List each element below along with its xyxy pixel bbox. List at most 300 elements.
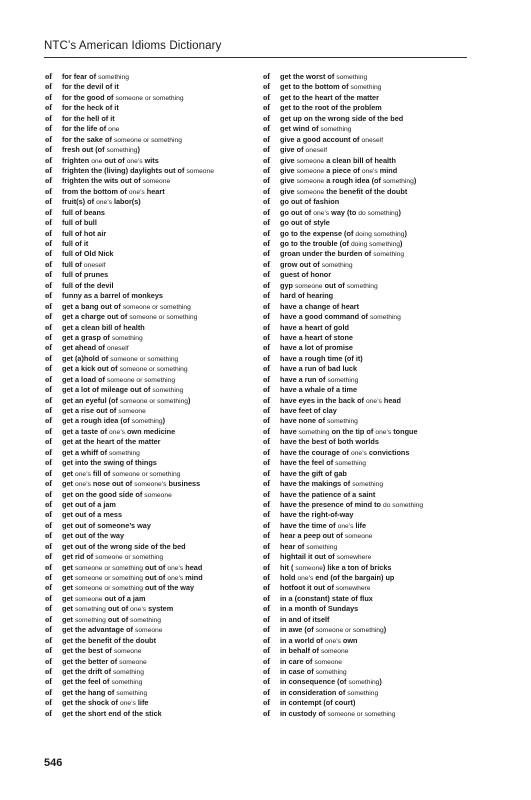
placeholder-text: something <box>98 74 129 81</box>
placeholder-text: someone <box>74 595 103 603</box>
idiom-text: get a bang out of <box>62 301 121 311</box>
placeholder-text: something <box>131 418 163 426</box>
idiom-text: for the devil of it <box>62 82 119 92</box>
placeholder-text: someone or something <box>119 366 188 374</box>
placeholder-text: one’s <box>128 188 145 196</box>
placeholder-text: somewhere <box>336 554 372 562</box>
idiom-text: ) <box>413 176 417 186</box>
keyword: of <box>45 206 53 217</box>
index-entry <box>263 81 475 91</box>
keyword: of <box>45 488 53 499</box>
idiom-text: give <box>280 165 295 175</box>
keyword: of <box>263 144 271 155</box>
keyword: of <box>45 269 53 280</box>
idiom-text: in contempt (of court) <box>280 698 356 708</box>
idiom-text: life <box>355 520 367 530</box>
keyword: of <box>45 300 53 311</box>
idiom-text: give <box>280 155 295 165</box>
keyword: of <box>263 373 271 384</box>
placeholder-text: someone or something <box>115 94 184 102</box>
idiom-text: get a whiff of <box>62 447 107 457</box>
idiom-text: give <box>280 176 295 186</box>
index-entry <box>263 363 475 373</box>
idiom-text: out of the way <box>145 583 195 593</box>
keyword: of <box>45 144 53 155</box>
index-entry <box>263 541 475 551</box>
placeholder-text: someone or something <box>74 585 144 593</box>
placeholder-text: something <box>315 668 347 676</box>
keyword: of <box>45 467 53 478</box>
placeholder-text: something <box>373 251 405 259</box>
index-entry <box>45 342 257 352</box>
index-entry <box>45 593 257 603</box>
idiom-text: wits <box>144 155 159 165</box>
idiom-text: ) <box>383 625 387 635</box>
idiom-text: have the patience of a saint <box>280 489 376 499</box>
index-entry <box>45 259 257 269</box>
idiom-text: way (to <box>331 207 357 217</box>
keyword: of <box>263 686 271 697</box>
idiom-text: end (of the bargain) up <box>315 573 395 582</box>
idiom-text: in case of <box>280 666 314 676</box>
keyword: of <box>263 352 271 363</box>
placeholder-text: somewhere <box>335 585 371 593</box>
index-entry <box>45 113 257 123</box>
idiom-text: guest of honor <box>280 270 332 280</box>
keyword: of <box>263 133 271 144</box>
index-entry <box>263 447 475 457</box>
keyword: of <box>45 707 53 718</box>
index-entry <box>45 332 257 342</box>
index-entry <box>263 332 475 342</box>
index-entry <box>45 635 257 645</box>
placeholder-text: something <box>346 282 378 290</box>
index-entry <box>45 353 257 363</box>
index-entry <box>45 280 257 290</box>
keyword: of <box>45 384 53 395</box>
index-entry <box>263 165 475 175</box>
keyword: of <box>263 71 271 81</box>
placeholder-text: one’s <box>126 157 143 165</box>
keyword: of <box>263 561 271 572</box>
placeholder-text: one’s <box>130 606 147 614</box>
placeholder-text: one’s <box>109 428 125 436</box>
placeholder-text: someone or something <box>119 397 189 405</box>
idiom-text: for the life of <box>62 124 107 134</box>
index-entry <box>45 426 257 436</box>
index-entry <box>45 207 257 217</box>
index-entry <box>263 395 475 405</box>
idiom-text: get into the swing of things <box>62 458 157 468</box>
idiom-text: get the better of <box>62 656 118 666</box>
idiom-text: business <box>168 479 201 489</box>
index-entry <box>263 280 475 290</box>
keyword: of <box>45 227 53 238</box>
keyword: of <box>263 290 271 301</box>
idiom-text: out of <box>104 155 125 165</box>
idiom-text: funny as a barrel of monkeys <box>62 291 163 301</box>
idiom-text: have the presence of mind to <box>280 499 381 509</box>
index-entry <box>45 676 257 686</box>
keyword: of <box>263 363 271 374</box>
index-entry <box>263 322 475 332</box>
placeholder-text: someone <box>142 178 171 186</box>
keyword: of <box>263 519 271 530</box>
idiom-text: get a lot of mileage out of <box>62 385 151 395</box>
idiom-text: get wind of <box>280 124 319 134</box>
index-entry <box>45 102 257 112</box>
keyword: of <box>263 384 271 395</box>
keyword: of <box>263 300 271 311</box>
idiom-text: frighten <box>62 155 90 165</box>
keyword: of <box>263 697 271 708</box>
index-entry <box>45 123 257 133</box>
keyword: of <box>263 467 271 478</box>
keyword: of <box>45 457 53 468</box>
idiom-text: hard of hearing <box>280 291 334 301</box>
keyword: of <box>45 686 53 697</box>
placeholder-text: something <box>111 334 143 342</box>
idiom-text: get ahead of <box>62 343 105 353</box>
idiom-text: have a whale of a time <box>280 385 358 395</box>
index-entry <box>45 447 257 457</box>
index-entry <box>263 238 475 248</box>
idiom-text: go out of <box>280 207 312 217</box>
index-entry <box>45 92 257 102</box>
keyword: of <box>263 217 271 228</box>
keyword: of <box>263 81 271 92</box>
idiom-text: go out of fashion <box>280 197 340 207</box>
index-entry <box>45 228 257 238</box>
placeholder-text: someone or something <box>122 303 191 311</box>
index-entry <box>263 405 475 415</box>
index-entry <box>45 134 257 144</box>
idiom-text: labor(s) <box>113 197 141 207</box>
index-entry <box>263 71 475 81</box>
keyword: of <box>45 436 53 447</box>
index-entry <box>45 457 257 467</box>
keyword: of <box>263 509 271 520</box>
keyword: of <box>45 665 53 676</box>
keyword: of <box>45 217 53 228</box>
keyword: of <box>263 603 271 614</box>
index-entry <box>45 248 257 258</box>
idiom-text: get the feel of <box>62 677 110 687</box>
keyword: of <box>45 697 53 708</box>
index-entry <box>263 468 475 478</box>
keyword: of <box>45 478 53 489</box>
index-entry <box>263 426 475 436</box>
idiom-text: have eyes in the back of <box>280 395 364 405</box>
running-header <box>44 40 467 58</box>
index-entry <box>45 572 257 582</box>
placeholder-text: one’s <box>375 428 392 436</box>
keyword: of <box>263 488 271 499</box>
index-entry <box>45 478 257 488</box>
index-entry <box>45 562 257 572</box>
index-entry <box>45 81 257 91</box>
index-entry <box>45 374 257 384</box>
placeholder-text: something <box>347 689 379 697</box>
keyword: of <box>45 175 53 186</box>
index-entry <box>45 196 257 206</box>
idiom-text: give a good account of <box>280 134 360 144</box>
keyword: of <box>263 154 271 165</box>
placeholder-text: something <box>348 679 380 687</box>
placeholder-text: doing something <box>355 230 405 238</box>
index-entry <box>263 196 475 206</box>
keyword: of <box>263 175 271 186</box>
index-entry <box>263 666 475 676</box>
idiom-text: have a change of heart <box>280 301 360 311</box>
keyword: of <box>263 342 271 353</box>
index-entry <box>45 624 257 634</box>
keyword: of <box>263 613 271 624</box>
index-entry <box>263 593 475 603</box>
keyword: of <box>263 112 271 123</box>
index-entry <box>45 363 257 373</box>
idiom-text: get the advantage of <box>62 625 133 635</box>
placeholder-text: something <box>320 126 352 134</box>
index-entry <box>45 322 257 332</box>
idiom-text: go out of style <box>280 218 330 228</box>
keyword: of <box>45 164 53 175</box>
keyword: of <box>263 425 271 436</box>
keyword: of <box>263 91 271 102</box>
idiom-text: get out of the way <box>62 531 125 541</box>
keyword: of <box>263 707 271 718</box>
keyword: of <box>263 238 271 248</box>
index-entry <box>45 645 257 655</box>
placeholder-text: someone <box>134 627 163 635</box>
placeholder-text: one’s <box>297 575 314 582</box>
placeholder-text: something <box>327 376 359 384</box>
placeholder-text: someone <box>295 282 323 290</box>
idiom-text: ) <box>400 239 403 248</box>
idiom-text: have the gift of gab <box>280 468 347 478</box>
index-entry <box>45 509 257 519</box>
index-entry <box>45 71 257 81</box>
keyword: of <box>45 112 53 123</box>
keyword: of <box>45 248 53 259</box>
placeholder-text: someone <box>144 491 172 499</box>
index-entry <box>45 301 257 311</box>
keyword: of <box>45 311 53 322</box>
placeholder-text: someone or something <box>315 627 384 635</box>
idiom-text: get (a)hold of <box>62 353 109 363</box>
idiom-text: life <box>137 698 149 708</box>
idiom-text: have the makings of <box>280 479 351 489</box>
idiom-text: mind <box>185 573 203 582</box>
idiom-text: have the courage of <box>280 447 349 457</box>
index-entry <box>263 123 475 133</box>
idiom-text: a piece of <box>326 165 360 175</box>
keyword: of <box>45 592 53 603</box>
idiom-text: get the best of <box>62 646 112 656</box>
placeholder-text: someone or something <box>95 554 164 562</box>
index-column-left <box>45 71 257 718</box>
idiom-text: full of it <box>62 239 89 248</box>
keyword: of <box>263 102 271 113</box>
idiom-text: hear a peep out of <box>280 531 343 541</box>
book-title: NTC’s American Idioms Dictionary <box>44 40 222 52</box>
page-number: 546 <box>44 757 63 769</box>
placeholder-text: someone <box>113 648 142 656</box>
index-entry <box>45 436 257 446</box>
idiom-text: have the time of <box>280 520 336 530</box>
idiom-text: for the good of <box>62 92 114 102</box>
idiom-text: ) <box>379 677 382 687</box>
placeholder-text: do something <box>383 501 424 509</box>
idiom-text: get <box>62 468 73 478</box>
keyword: of <box>45 133 53 144</box>
keyword: of <box>45 373 53 384</box>
idiom-text: tongue <box>393 426 418 436</box>
idiom-text: grow out of <box>280 259 320 269</box>
keyword: of <box>45 425 53 436</box>
keyword: of <box>263 258 271 269</box>
keyword: of <box>263 498 271 509</box>
keyword: of <box>45 185 53 196</box>
keyword: of <box>263 582 271 593</box>
keyword: of <box>263 530 271 541</box>
index-entry <box>45 415 257 425</box>
idiom-text: fill of <box>92 468 111 478</box>
keyword: of <box>263 331 271 342</box>
index-entry <box>45 489 257 499</box>
placeholder-text: someone’s <box>134 481 167 489</box>
index-entry <box>263 113 475 123</box>
idiom-text: full of hot air <box>62 228 107 238</box>
index-entry <box>45 499 257 509</box>
index-entry <box>263 248 475 258</box>
keyword: of <box>45 540 53 551</box>
placeholder-text: someone or something <box>74 575 144 582</box>
idiom-text: head <box>185 562 203 572</box>
idiom-text: gyp <box>280 280 293 290</box>
idiom-text: own <box>342 635 358 645</box>
placeholder-text: something <box>382 178 414 186</box>
index-entry <box>45 708 257 718</box>
index-entry <box>45 551 257 561</box>
keyword: of <box>45 498 53 509</box>
index-entry <box>263 635 475 645</box>
placeholder-text: oneself <box>83 261 106 269</box>
idiom-text: frighten the (living) daylights out of <box>62 165 185 175</box>
keyword: of <box>45 415 53 426</box>
idiom-text: system <box>148 604 174 614</box>
idiom-text: get the hang of <box>62 687 115 697</box>
idiom-text: on the tip of <box>331 426 374 436</box>
index-entry <box>45 520 257 530</box>
keyword: of <box>45 446 53 457</box>
idiom-text: get a clean bill of health <box>62 322 145 332</box>
index-entry <box>263 353 475 363</box>
keyword: of <box>45 258 53 269</box>
idiom-text: get the drift of <box>62 666 112 676</box>
placeholder-text: something <box>116 689 148 697</box>
placeholder-text: one’s <box>337 522 354 530</box>
idiom-text: in consequence (of <box>280 677 347 687</box>
placeholder-text: someone <box>296 167 325 175</box>
idiom-text: in behalf of <box>280 646 319 656</box>
index-entry <box>263 342 475 352</box>
idiom-text: full of the devil <box>62 280 114 290</box>
idiom-text: in and of itself <box>280 614 330 624</box>
index-entry <box>263 436 475 446</box>
index-entry <box>263 645 475 655</box>
idiom-text: get a kick out of <box>62 364 118 374</box>
index-entry <box>45 175 257 185</box>
index-entry <box>45 656 257 666</box>
keyword: of <box>263 592 271 603</box>
keyword: of <box>263 624 271 635</box>
placeholder-text: something <box>298 428 330 436</box>
idiom-text: hit ( <box>280 562 294 572</box>
idiom-text: out of <box>107 604 129 614</box>
placeholder-text: one’s <box>361 167 378 175</box>
keyword: of <box>263 405 271 415</box>
keyword: of <box>263 227 271 238</box>
placeholder-text: something <box>306 543 338 551</box>
keyword: of <box>263 123 271 134</box>
idiom-text: get <box>62 573 73 582</box>
index-entry <box>263 102 475 112</box>
placeholder-text: someone <box>296 188 325 196</box>
index-entry <box>45 687 257 697</box>
keyword: of <box>45 154 53 165</box>
index-entry <box>45 384 257 394</box>
placeholder-text: something <box>74 616 106 624</box>
placeholder-text: one’s <box>167 564 184 572</box>
placeholder-text: doing something <box>350 241 401 248</box>
placeholder-text: one’s <box>325 637 341 645</box>
idiom-text: have a lot of promise <box>280 343 353 353</box>
idiom-text: get <box>62 593 73 603</box>
idiom-text: in consideration of <box>280 687 346 697</box>
idiom-text: in custody of <box>280 708 326 718</box>
index-entry <box>263 134 475 144</box>
idiom-text: get a rise out of <box>62 406 117 415</box>
keyword: of <box>45 363 53 374</box>
idiom-text: for the hell of it <box>62 113 115 123</box>
idiom-text: give <box>280 186 295 196</box>
placeholder-text: one’s <box>350 449 367 457</box>
placeholder-text: something <box>106 147 138 155</box>
idiom-text: ) <box>404 228 407 238</box>
keyword: of <box>45 102 53 113</box>
placeholder-text: someone or something <box>107 376 176 384</box>
index-entry <box>45 541 257 551</box>
keyword: of <box>45 624 53 635</box>
keyword: of <box>45 123 53 134</box>
index-entry <box>45 186 257 196</box>
idiom-text: get out of a jam <box>62 499 116 509</box>
idiom-text: get out of the wrong side of the bed <box>62 541 186 551</box>
index-entry <box>45 582 257 592</box>
idiom-text: have the right-of-way <box>280 510 354 520</box>
idiom-text: hear of <box>280 541 305 551</box>
idiom-text: full of beans <box>62 207 105 217</box>
idiom-text: get to the root of the problem <box>280 103 382 113</box>
index-entry <box>263 697 475 707</box>
index-entry <box>45 603 257 613</box>
index-entry <box>45 405 257 415</box>
idiom-text: have none of <box>280 416 326 426</box>
keyword: of <box>45 81 53 92</box>
index-column-right <box>263 71 475 718</box>
index-entry <box>263 155 475 165</box>
